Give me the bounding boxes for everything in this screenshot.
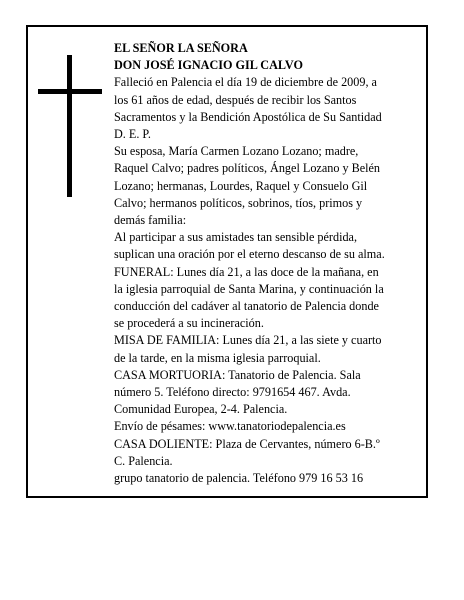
- deceased-name: DON JOSÉ IGNACIO GIL CALVO: [114, 58, 303, 73]
- notice-text: [114, 40, 420, 487]
- text-line: Envío de pésames: www.tanatoriodepalencia.es: [114, 419, 346, 434]
- text-line: de la tarde, en la misma iglesia parroquial.: [114, 350, 321, 365]
- text-line: Falleció en Palencia el día 19 de diciembre de 2009, a: [114, 75, 377, 90]
- text-line: Su esposa, María Carmen Lozano Lozano; madre,: [114, 144, 359, 159]
- text-line: demás familia:: [114, 213, 187, 228]
- text-line: Al participar a sus amistades tan sensible pérdida,: [114, 230, 358, 245]
- text-line: Lozano; hermanas, Lourdes, Raquel y Consuelo Gil: [114, 178, 368, 193]
- text-line: se procederá a su incineración.: [114, 316, 264, 331]
- text-line: Sacramentos y la Bendición Apostólica de Su Santidad: [114, 109, 382, 124]
- text-line: Comunidad Europea, 2-4. Palencia.: [114, 402, 288, 417]
- text-line: número 5. Teléfono directo: 9791654 467. Avda.: [114, 385, 351, 400]
- text-line: la iglesia parroquial de Santa Marina, y continuación la: [114, 281, 384, 296]
- cross-horizontal-bar: [38, 89, 102, 94]
- text-line: grupo tanatorio de palencia. Teléfono 979 16 53 16: [114, 471, 364, 486]
- text-line: D. E. P.: [114, 127, 151, 142]
- text-line: CASA DOLIENTE: Plaza de Cervantes, número 6-B.º: [114, 436, 380, 451]
- text-line: suplican una oración por el eterno descanso de su alma.: [114, 247, 385, 262]
- text-line: MISA DE FAMILIA: Lunes día 21, a las siete y cuarto: [114, 333, 382, 348]
- text-line: Calvo; hermanos políticos, sobrinos, tíos, primos y: [114, 195, 363, 210]
- cross-vertical-bar: [67, 55, 72, 197]
- cross-icon: [38, 55, 102, 197]
- notice-titles: EL SEÑOR LA SEÑORA: [114, 41, 248, 55]
- text-line: los 61 años de edad, después de recibir los Santos: [114, 92, 357, 107]
- text-line: C. Palencia.: [114, 453, 173, 468]
- obituary-notice: [26, 25, 428, 498]
- text-line: Raquel Calvo; padres políticos, Ángel Lozano y Belén: [114, 161, 381, 176]
- text-line: FUNERAL: Lunes día 21, a las doce de la mañana, en: [114, 264, 379, 279]
- text-line: conducción del cadáver al tanatorio de Palencia donde: [114, 299, 379, 314]
- text-line: CASA MORTUORIA: Tanatorio de Palencia. Sala: [114, 367, 361, 382]
